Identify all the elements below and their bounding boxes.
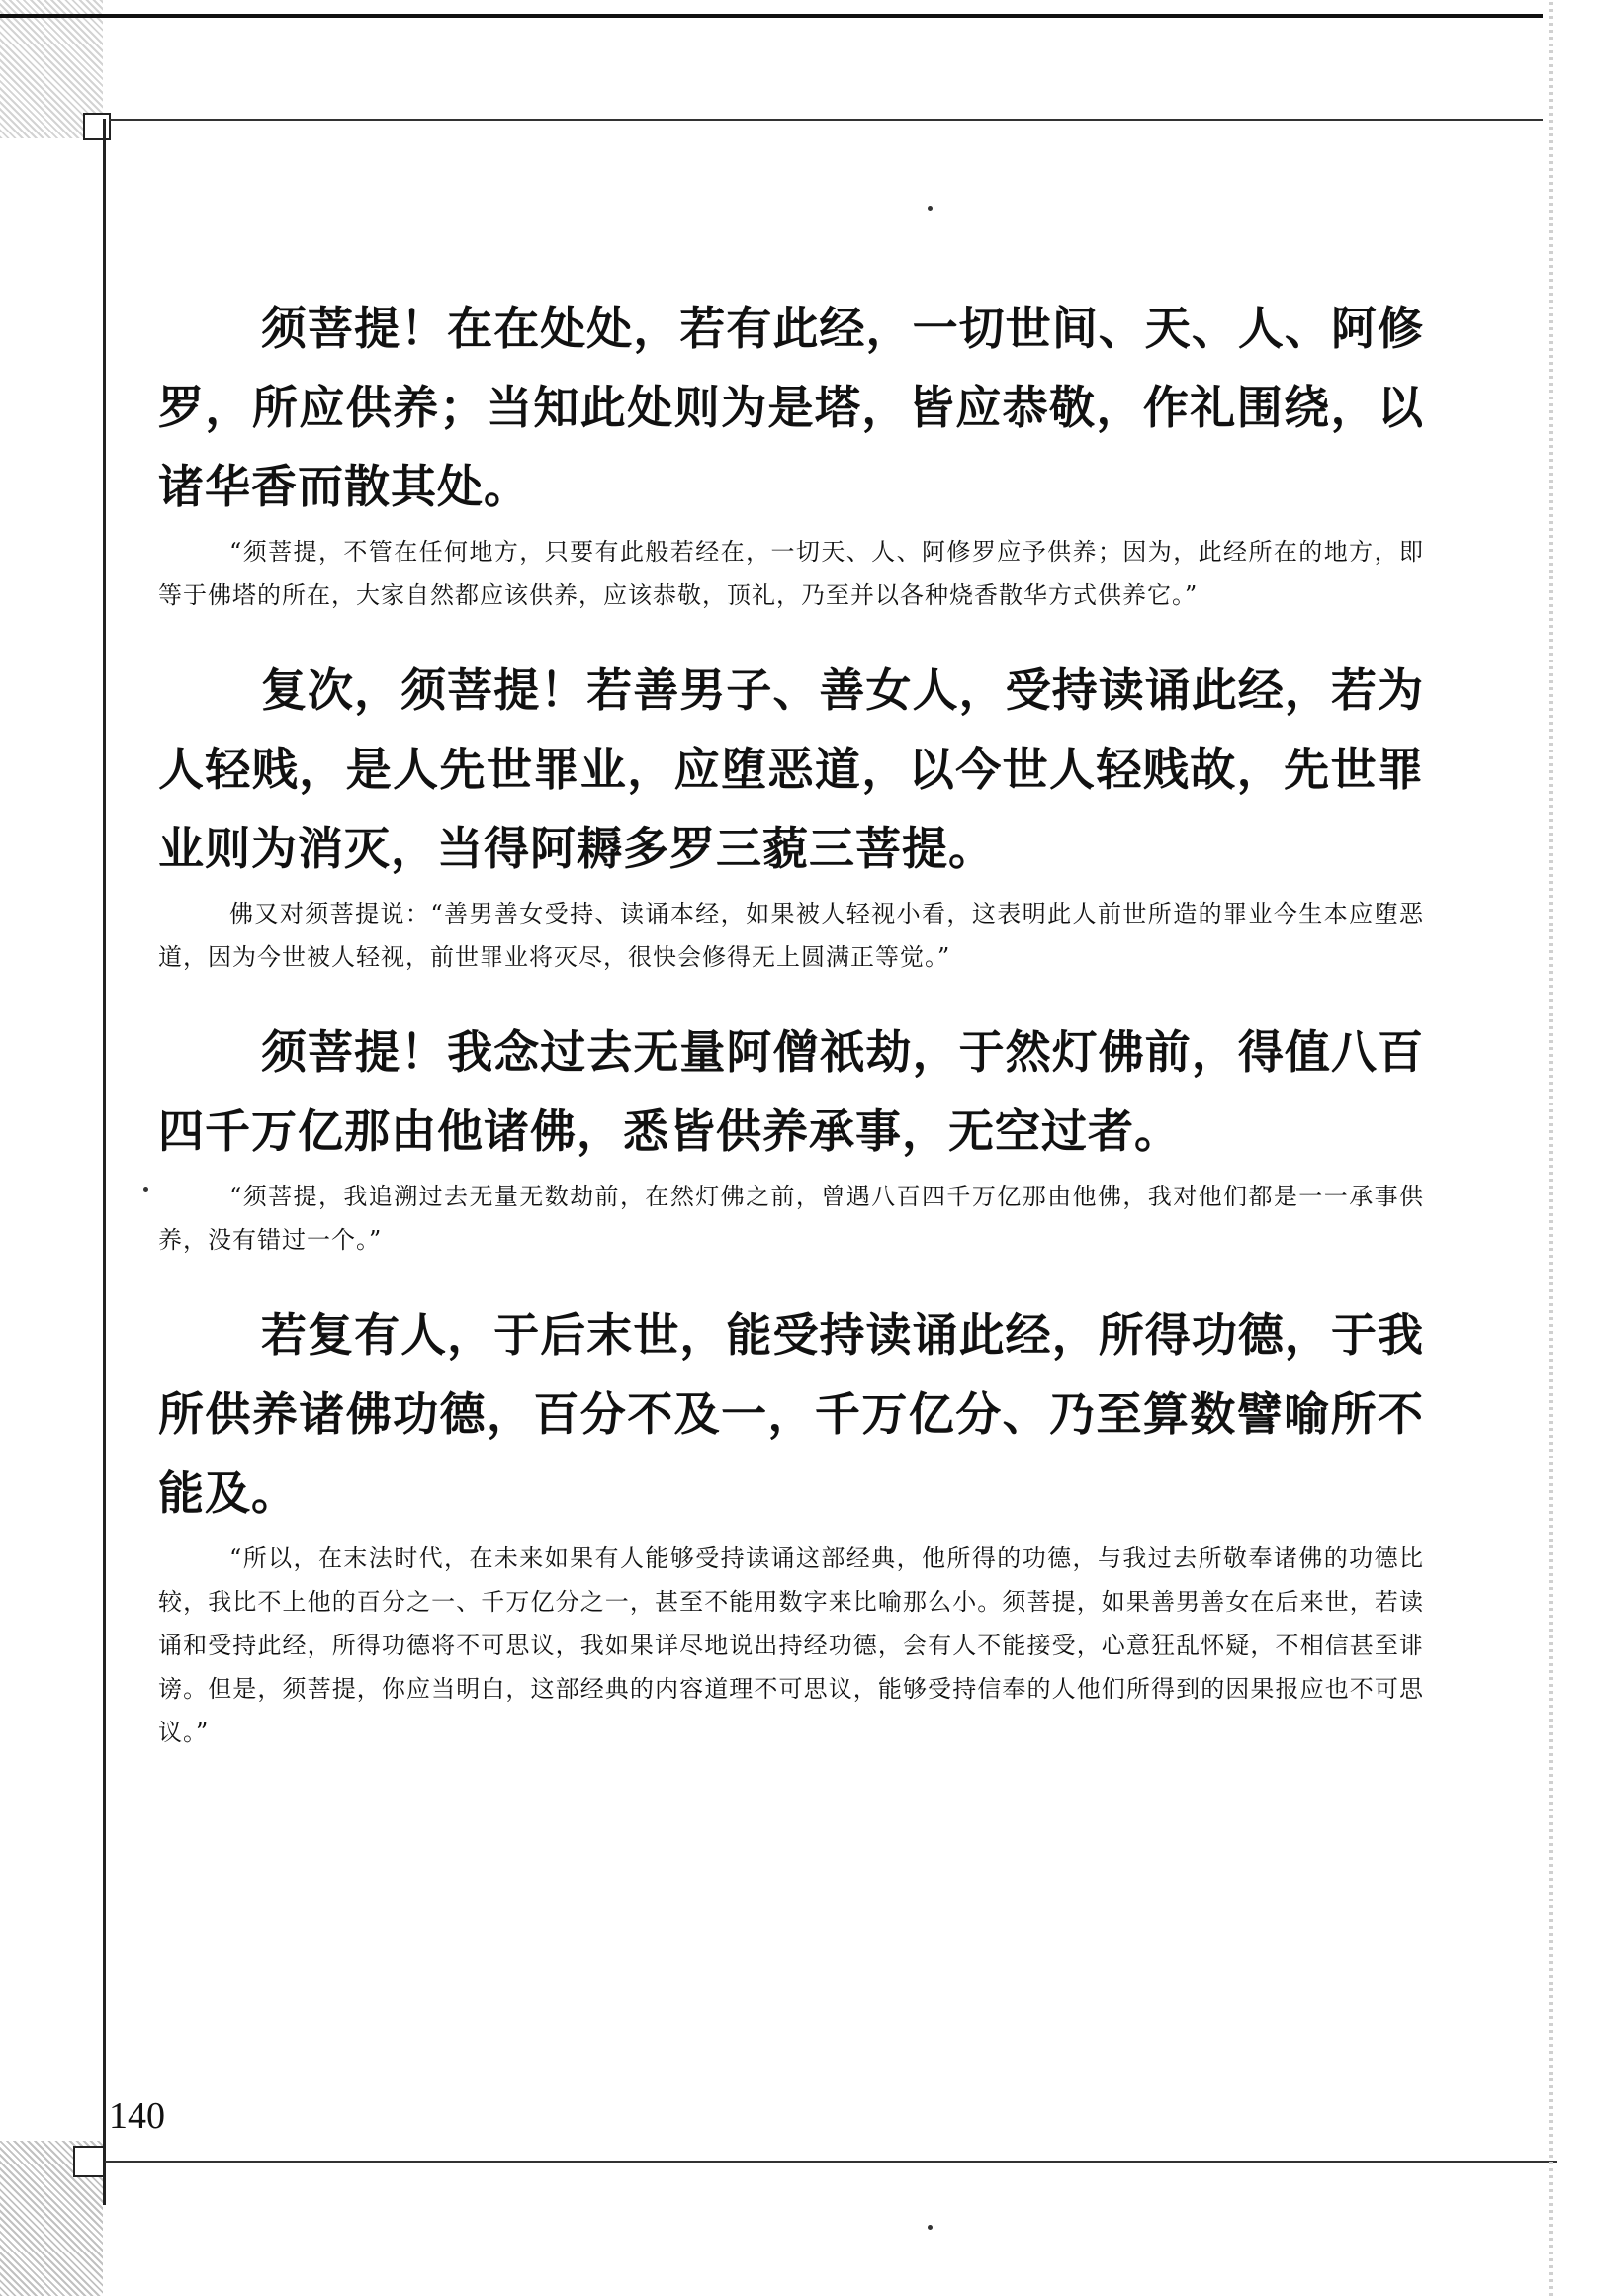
page-body <box>158 289 1424 1754</box>
commentary-text: 佛又对须菩提说：“善男善女受持、读诵本经，如果被人轻视小看，这表明此人前世所造的罪业今生本应堕恶道，因为今世被人轻视，前世罪业将灭尽，很快会修得无上圆满正等觉。” <box>158 900 1424 971</box>
commentary-text: “须菩提，我追溯过去无量无数劫前，在然灯佛之前，曾遇八百四千万亿那由他佛，我对他们都是一一承事供养，没有错过一个。” <box>158 1183 1424 1254</box>
passage-4 <box>158 1295 1424 1754</box>
page-edge-right <box>1549 0 1553 2296</box>
speck <box>928 206 933 211</box>
page-frame-inner-rule <box>109 119 1543 121</box>
page-frame-left-rule <box>103 119 106 2205</box>
speck <box>143 1187 148 1192</box>
commentary-text: “所以，在末法时代，在未来如果有人能够受持读诵这部经典，他所得的功德，与我过去所敬奉诸佛的功德比较，我比不上他的百分之一、千万亿分之一，甚至不能用数字来比喻那么小。须菩提，如果善男善女在后来世，若读诵和受持此经，所得功德将不可思议，我如果详尽地说出持经功德，会有人不能接受，心意狂乱怀疑，不相信甚至诽谤。但是，须菩提，你应当明白，这部经典的内容道理不可思议，能够受持信奉的人他们所得到的因果报应也不可思议。” <box>158 1545 1424 1746</box>
scripture-verse: 须菩提！我念过去无量阿僧祇劫，于然灯佛前，得值八百四千万亿那由他诸佛，悉皆供养承事，无空过者。 <box>158 1025 1424 1158</box>
speck <box>928 2225 933 2230</box>
scripture-verse: 复次，须菩提！若善男子、善女人，受持读诵此经，若为人轻贱，是人先世罪业，应堕恶道，以今世人轻贱故，先世罪业则为消灭，当得阿耨多罗三藐三菩提。 <box>158 663 1424 875</box>
passage-2 <box>158 651 1424 979</box>
passage-1 <box>158 289 1424 617</box>
page-number: 140 <box>109 2095 165 2137</box>
corner-mark-top-left <box>83 113 111 140</box>
commentary-text: “须菩提，不管在任何地方，只要有此般若经在，一切天、人、阿修罗应予供养；因为，此经所在的地方，即等于佛塔的所在，大家自然都应该供养，应该恭敬，顶礼，乃至并以各种烧香散华方式供养它。” <box>158 538 1424 609</box>
scripture-verse: 若复有人，于后末世，能受持读诵此经，所得功德，于我所供养诸佛功德，百分不及一，千万亿分、乃至算数譬喻所不能及。 <box>158 1308 1424 1520</box>
passage-3 <box>158 1013 1424 1262</box>
page-frame-top-rule <box>0 14 1543 18</box>
page-frame-bottom-rule <box>103 2161 1557 2163</box>
scripture-verse: 须菩提！在在处处，若有此经，一切世间、天、人、阿修罗，所应供养；当知此处则为是塔，皆应恭敬，作礼围绕，以诸华香而散其处。 <box>158 302 1424 513</box>
corner-mark-bottom-left <box>73 2146 105 2177</box>
